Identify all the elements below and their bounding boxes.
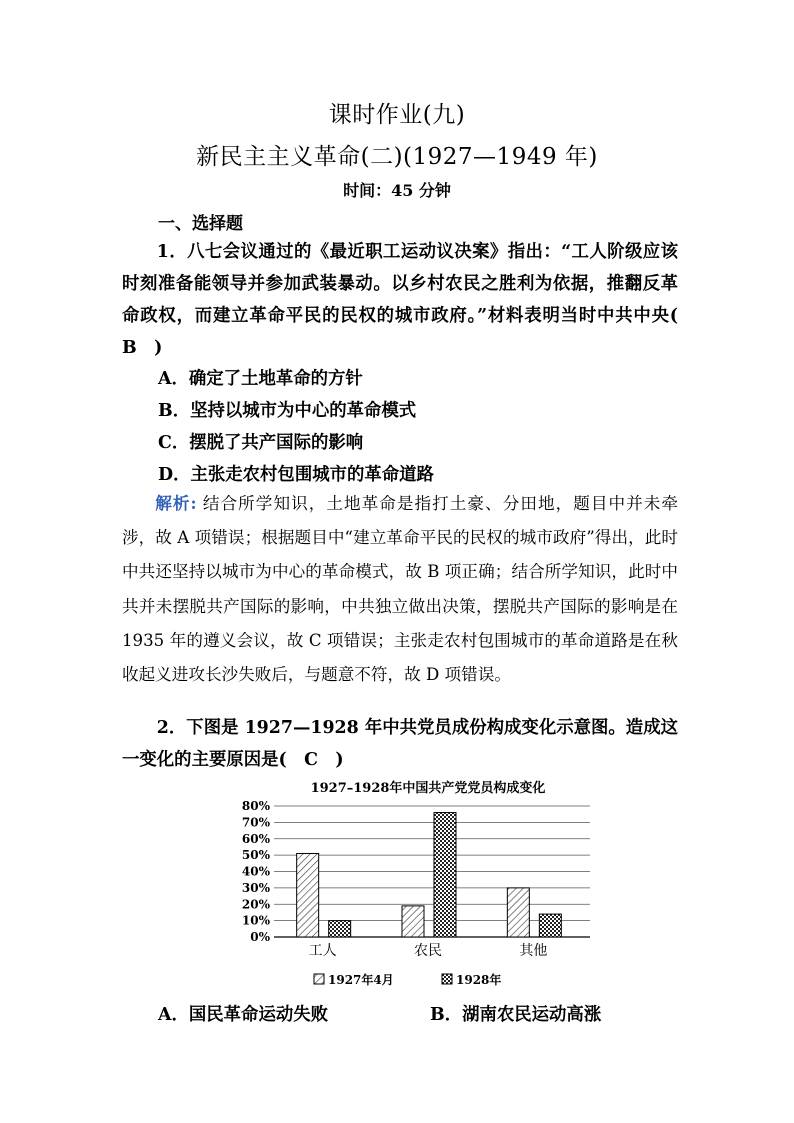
question-2-stem-end: ) bbox=[317, 750, 344, 770]
question-1-stem-end: ) bbox=[136, 338, 163, 358]
bar-chart bbox=[232, 776, 596, 994]
question-2-stem bbox=[122, 712, 678, 776]
x-tick-label: 农民 bbox=[414, 943, 442, 959]
question-1-option-b: B．坚持以城市为中心的革命模式 bbox=[158, 401, 417, 421]
y-tick-label: 30% bbox=[241, 880, 270, 895]
legend-swatch bbox=[314, 974, 324, 984]
section-heading: 一、选择题 bbox=[158, 214, 243, 234]
page-subtitle: 新民主主义革命(二)(1927—1949 年) bbox=[196, 144, 598, 170]
page-title: 课时作业(九) bbox=[328, 102, 466, 128]
x-tick-label: 工人 bbox=[308, 943, 337, 959]
question-2-option-a: A．国民革命运动失败 bbox=[158, 1005, 329, 1025]
question-1-option-d: D．主张走农村包围城市的革命道路 bbox=[158, 465, 434, 485]
y-tick-label: 80% bbox=[241, 799, 270, 813]
question-1-text: 1．八七会议通过的《最近职工运动议决案》指出：“工人阶级应该时刻准备能领导并参加武装暴动。以乡村农民之胜利为依据，推翻反革命政权，而建立革命平民的民权的城市政府。”材料表明当时中共中央( bbox=[122, 242, 696, 326]
y-tick-label: 10% bbox=[241, 913, 270, 928]
legend-label: 1928年 bbox=[456, 973, 502, 987]
question-1-answer: B bbox=[122, 338, 137, 358]
legend-label: 1927年4月 bbox=[328, 973, 394, 987]
analysis-tag: 解析: bbox=[155, 493, 197, 513]
question-2-option-b: B．湖南农民运动高涨 bbox=[430, 1005, 602, 1025]
y-tick-label: 40% bbox=[241, 864, 270, 879]
y-tick-label: 0% bbox=[250, 930, 270, 944]
bar bbox=[507, 888, 529, 937]
bar bbox=[297, 853, 319, 937]
question-2-text: 2．下图是 1927—1928 年中共党员成份构成变化示意图。造成这一变化的主要原因是( bbox=[122, 718, 678, 770]
chart-title: 1927–1928年中国共产党党员构成变化 bbox=[310, 781, 546, 796]
y-tick-label: 50% bbox=[241, 848, 270, 863]
question-1-stem bbox=[122, 236, 696, 364]
bar bbox=[329, 921, 351, 937]
question-1-analysis bbox=[122, 486, 678, 692]
bar bbox=[434, 813, 456, 937]
question-1-option-c: C．摆脱了共产国际的影响 bbox=[158, 433, 364, 453]
time-limit: 时间：45 分钟 bbox=[343, 181, 451, 200]
legend-swatch bbox=[442, 974, 452, 984]
bar bbox=[539, 914, 561, 937]
question-2-answer: C bbox=[304, 750, 318, 770]
y-tick-label: 70% bbox=[241, 815, 270, 830]
x-tick-label: 其他 bbox=[519, 943, 548, 959]
analysis-text: 结合所学知识，土地革命是指打土豪、分田地，题目中并未牵涉，故 A 项错误；根据题目中“建立革命平民的民权的城市政府”得出，此时中共还坚持以城市为中心的革命模式，故 B 项正确；结合所学知识，此时中共并未摆脱共产国际的影响，中共独立做出决策，摆脱共产国际的影响是在 1935 年的遵义会议，故 C 项错误；主张走农村包围城市的革命道路是在秋收起义进攻长沙失败后，与题意不符，故 D 项错误。 bbox=[122, 494, 678, 685]
bar bbox=[402, 906, 424, 937]
question-1-option-a: A．确定了土地革命的方针 bbox=[158, 369, 363, 389]
y-tick-label: 60% bbox=[241, 831, 270, 846]
y-tick-label: 20% bbox=[241, 897, 270, 912]
